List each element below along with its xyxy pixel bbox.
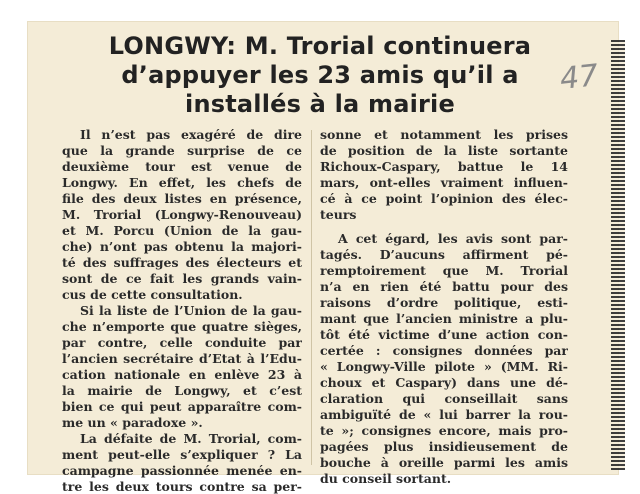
article-text-line: file des deux listes en présence, bbox=[62, 191, 302, 206]
article-text-line: de position de la liste sortante bbox=[320, 143, 568, 158]
paragraph-gap bbox=[320, 223, 568, 231]
article-text-line: certée : consignes données par bbox=[320, 343, 568, 358]
article-text-line: Longwy. En effet, les chefs de bbox=[62, 175, 302, 190]
article-text-line: ambiguïté de « lui barrer la rou- bbox=[320, 407, 568, 422]
article-text-line: choux et Caspary) dans une dé- bbox=[320, 375, 568, 390]
article-text-line: bien ce qui peut apparaître com- bbox=[62, 399, 302, 414]
article-text-line: bouche à oreille parmi les amis bbox=[320, 455, 568, 470]
article-text-line: du conseil sortant. bbox=[320, 471, 452, 486]
article-text-line: mant que l’ancien ministre a plu- bbox=[320, 311, 568, 326]
article-text-line: La défaite de M. Trorial, com- bbox=[80, 431, 302, 446]
article-text-line: par contre, celle conduite par bbox=[62, 335, 302, 350]
article-text-line: tre les deux tours contre sa per- bbox=[62, 479, 302, 494]
article-text-line: que la grande surprise de ce bbox=[62, 143, 302, 158]
article-text-line: teurs bbox=[320, 207, 357, 222]
article-text-line: deuxième tour est venue de bbox=[62, 159, 302, 174]
article-text-line: te »; consignes encore, mais pro- bbox=[320, 423, 568, 438]
headline-line: installés à la mairie bbox=[185, 90, 455, 118]
article-text-line: tôt été victime d’une action con- bbox=[320, 327, 568, 342]
article-text-line: cé à ce point l’opinion des élec- bbox=[320, 191, 568, 206]
article-text-line: che) n’ont pas obtenu la majori- bbox=[62, 239, 302, 254]
article-text-line: « Longwy-Ville pilote » (MM. Ri- bbox=[320, 359, 568, 374]
article-column-right bbox=[320, 127, 568, 487]
headline-line: LONGWY: M. Trorial continuera bbox=[108, 32, 532, 60]
article-text-line: claration qui conseillait sans bbox=[320, 391, 568, 406]
article-text-line: ment peut-elle s’expliquer ? La bbox=[62, 447, 302, 462]
article-text-line: raisons d’ordre politique, esti- bbox=[320, 295, 568, 310]
article-text-line: sont de ce fait les grands vain- bbox=[62, 271, 302, 286]
article-text-line: cus de cette consultation. bbox=[62, 287, 243, 302]
article-text-line: et M. Porcu (Union de la gau- bbox=[62, 223, 302, 238]
article-text-line: che n’emporte que quatre sièges, bbox=[62, 319, 302, 334]
article-text-line: mars, ont-elles vraiment influen- bbox=[320, 175, 568, 190]
handwritten-note: 47 bbox=[558, 58, 600, 97]
article-text-line: remptoirement que M. Trorial bbox=[320, 263, 568, 278]
article-column-left bbox=[62, 127, 302, 494]
torn-edge-band bbox=[611, 40, 625, 470]
column-divider bbox=[311, 130, 312, 465]
article-text-line: M. Trorial (Longwy-Renouveau) bbox=[62, 207, 302, 222]
article-text-line: n’a en rien été battu pour des bbox=[320, 279, 568, 294]
article-text-line: campagne passionnée menée en- bbox=[62, 463, 302, 478]
article-text-line: sonne et notamment les prises bbox=[320, 127, 568, 142]
article-text-line: Il n’est pas exagéré de dire bbox=[80, 127, 302, 142]
article-text-line: l’ancien secrétaire d’Etat à l’Edu- bbox=[62, 351, 302, 366]
article-text-line: la mairie de Longwy, et c’est bbox=[62, 383, 302, 398]
article-text-line: té des suffrages des électeurs et bbox=[62, 255, 302, 270]
article-text-line: me un « paradoxe ». bbox=[62, 415, 203, 430]
article-text-line: pagées plus insidieusement de bbox=[320, 439, 568, 454]
article-headline bbox=[40, 32, 600, 119]
article-text-line: Si la liste de l’Union de la gau- bbox=[80, 303, 302, 318]
article-text-line: Richoux-Caspary, battue le 14 bbox=[320, 159, 568, 174]
headline-line: d’appuyer les 23 amis qu’il a bbox=[121, 61, 519, 89]
article-text-line: cation nationale en enlève 23 à bbox=[62, 367, 302, 382]
article-text-line: tagés. D’aucuns affirment pé- bbox=[320, 247, 568, 262]
article-text-line: A cet égard, les avis sont par- bbox=[338, 231, 568, 246]
